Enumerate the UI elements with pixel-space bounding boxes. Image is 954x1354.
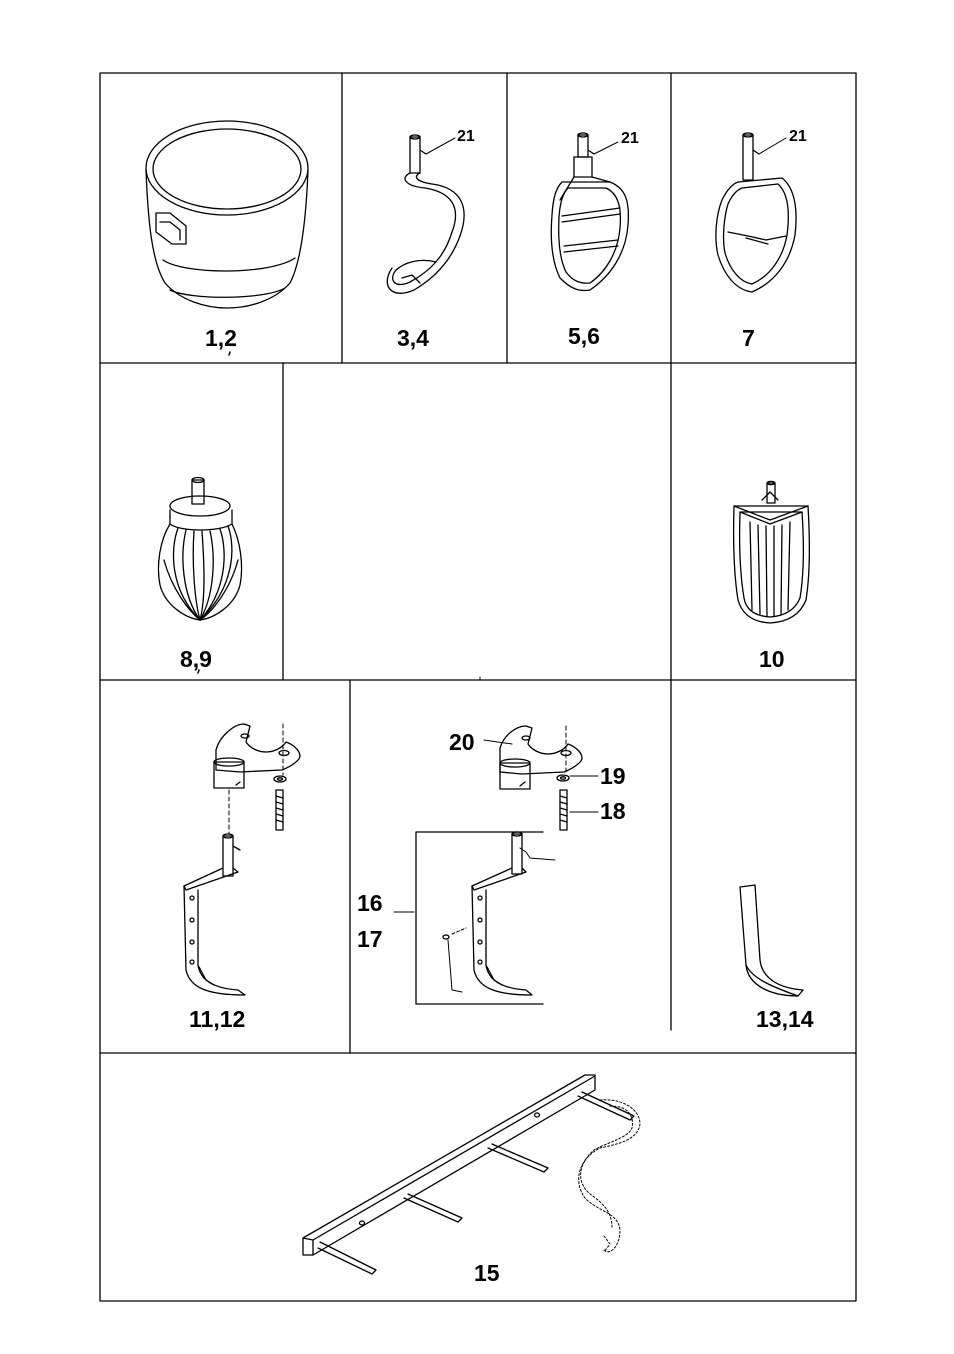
label-bowl: 1,2 bbox=[205, 325, 237, 351]
callout-pin-a: 21 bbox=[457, 128, 475, 145]
label-rack: 15 bbox=[474, 1260, 500, 1286]
label-beater-10: 10 bbox=[759, 646, 785, 672]
scraper-blade-drawing bbox=[740, 885, 803, 996]
label-spiral-hook: 3,4 bbox=[397, 325, 429, 351]
flat-beater-b-drawing bbox=[716, 133, 796, 292]
label-flat-beater: 5,6 bbox=[568, 323, 600, 349]
whisk-drawing bbox=[158, 478, 241, 621]
label-scraper-blade: 13,14 bbox=[756, 1006, 814, 1032]
rack-drawing bbox=[303, 1075, 640, 1274]
label-scraper-assembly-b: 17 bbox=[357, 926, 383, 952]
spiral-hook-drawing bbox=[387, 135, 464, 293]
label-scraper-assembly: 16 bbox=[357, 890, 383, 916]
flat-beater-drawing bbox=[551, 133, 628, 291]
callout-screw: 18 bbox=[600, 798, 626, 824]
callout-pin-b: 21 bbox=[621, 130, 639, 147]
label-flat-beater-b: 7 bbox=[742, 325, 755, 351]
bowl-drawing bbox=[146, 121, 308, 308]
label-scraper: 11,12 bbox=[189, 1006, 246, 1032]
scraper-assembly-drawing bbox=[394, 726, 598, 1004]
label-whisk: 8,9 bbox=[180, 646, 212, 672]
callout-washer: 19 bbox=[600, 763, 626, 789]
callout-pin-c: 21 bbox=[789, 128, 807, 145]
beater-10-drawing bbox=[734, 481, 810, 623]
grid-frame bbox=[100, 73, 856, 1301]
callout-bracket: 20 bbox=[449, 729, 475, 755]
scraper-drawing bbox=[184, 724, 300, 995]
